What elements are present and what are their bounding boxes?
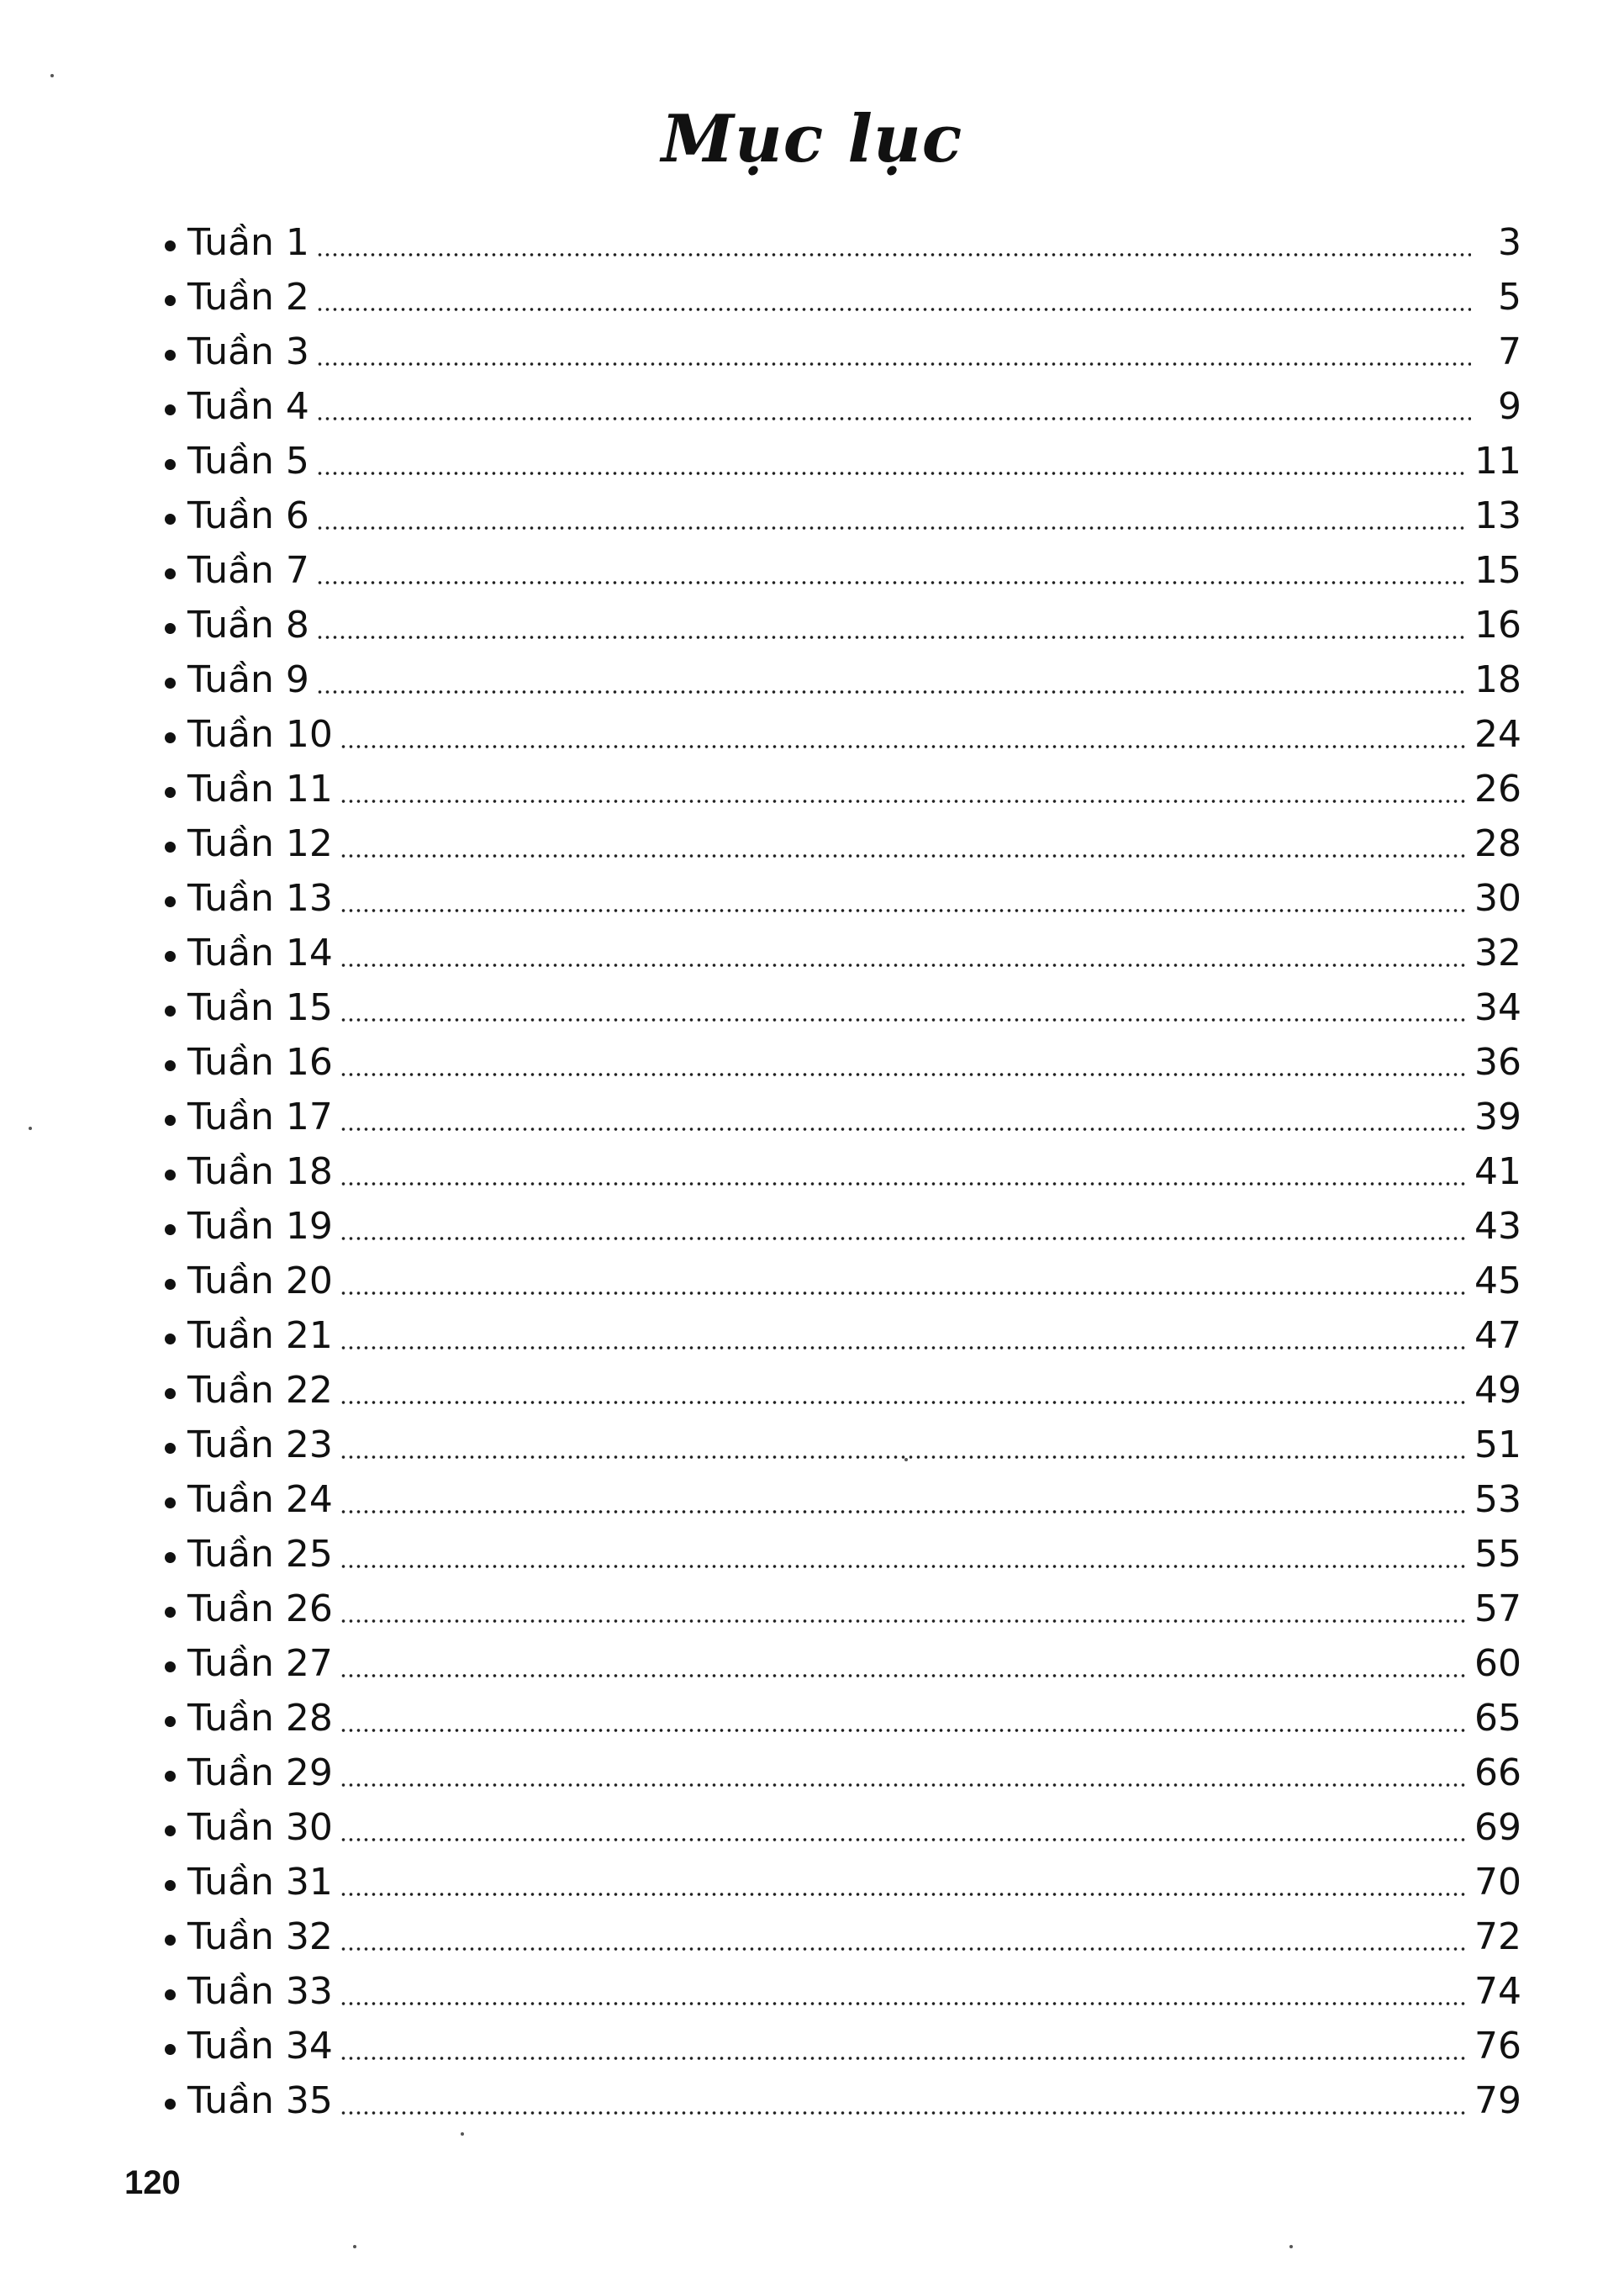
toc-entry [160, 540, 1521, 594]
toc-entry [160, 212, 1521, 267]
toc-entry [160, 813, 1521, 868]
toc-entry-page: 43 [1474, 1205, 1521, 1248]
toc-entry-page: 66 [1474, 1751, 1521, 1794]
dot-leader [340, 1073, 1468, 1076]
toc-entry-label: Tuần 2 [187, 276, 309, 319]
toc-entry-label: Tuần 23 [187, 1423, 333, 1466]
toc-entry-label: Tuần 7 [187, 549, 309, 592]
dot-leader [316, 472, 1468, 475]
toc-entry [160, 2015, 1521, 2070]
toc-entry-page: 69 [1474, 1806, 1521, 1849]
dot-leader [340, 1729, 1468, 1732]
dot-leader [340, 1237, 1468, 1240]
toc-entry-label: Tuần 28 [187, 1697, 333, 1740]
toc-entry-label: Tuần 21 [187, 1314, 333, 1357]
toc-entry-label: Tuần 10 [187, 713, 333, 756]
toc-entry-page: 30 [1474, 877, 1521, 920]
dot-leader [316, 308, 1471, 311]
toc-entry-label: Tuần 12 [187, 822, 333, 865]
bullet-icon [165, 514, 176, 525]
toc-entry-page: 53 [1474, 1478, 1521, 1521]
toc-entry-label: Tuần 20 [187, 1260, 333, 1302]
toc-entry [160, 594, 1521, 649]
toc-entry [160, 977, 1521, 1032]
toc-entry-label: Tuần 31 [187, 1861, 333, 1904]
toc-entry-page: 16 [1474, 604, 1521, 647]
dot-leader [340, 1893, 1468, 1896]
dot-leader [340, 1401, 1468, 1404]
toc-entry [160, 430, 1521, 485]
dot-leader [340, 854, 1468, 858]
toc-entry [160, 1414, 1521, 1469]
bullet-icon [165, 459, 176, 470]
bullet-icon [165, 240, 176, 251]
bullet-icon [165, 295, 176, 306]
toc-entry [160, 1469, 1521, 1524]
toc-entry [160, 704, 1521, 758]
toc-entry [160, 1742, 1521, 1797]
toc-entry-label: Tuần 3 [187, 330, 309, 373]
toc-entry-page: 18 [1474, 658, 1521, 701]
toc-entry-label: Tuần 4 [187, 385, 309, 428]
dot-leader [316, 581, 1468, 584]
toc-entry [160, 1524, 1521, 1578]
dot-leader [340, 1565, 1468, 1568]
scan-speck [1289, 2245, 1293, 2248]
toc-entry [160, 1086, 1521, 1141]
bullet-icon [165, 1661, 176, 1672]
toc-entry [160, 1032, 1521, 1086]
toc-entry [160, 1196, 1521, 1250]
dot-leader [340, 2002, 1468, 2005]
toc-entry-page: 57 [1474, 1587, 1521, 1630]
toc-entry-label: Tuần 14 [187, 932, 333, 974]
toc-entry [160, 1360, 1521, 1414]
dot-leader [340, 1838, 1468, 1841]
bullet-icon [165, 678, 176, 689]
toc-entry-label: Tuần 11 [187, 768, 333, 811]
bullet-icon [165, 1497, 176, 1508]
toc-entry-page: 45 [1474, 1260, 1521, 1302]
bullet-icon [165, 1334, 176, 1344]
bullet-icon [165, 732, 176, 743]
page-title: Mục lục [661, 101, 963, 177]
dot-leader [340, 1619, 1468, 1623]
toc-entry [160, 758, 1521, 813]
toc-entry-page: 5 [1498, 276, 1521, 319]
scan-speck [29, 1127, 32, 1130]
dot-leader [316, 362, 1471, 366]
toc-entry [160, 2070, 1521, 2125]
toc-entry-label: Tuần 24 [187, 1478, 333, 1521]
bullet-icon [165, 896, 176, 907]
toc-entry [160, 649, 1521, 704]
bullet-icon [165, 2044, 176, 2055]
bullet-icon [165, 787, 176, 798]
toc-entry-label: Tuần 32 [187, 1915, 333, 1958]
toc-entry-page: 32 [1474, 932, 1521, 974]
bullet-icon [165, 404, 176, 415]
toc-entry-page: 55 [1474, 1533, 1521, 1576]
dot-leader [340, 1783, 1468, 1787]
dot-leader [340, 1128, 1468, 1131]
dot-leader [340, 1346, 1468, 1349]
toc-entry-page: 34 [1474, 986, 1521, 1029]
toc-entry [160, 1851, 1521, 1906]
toc-entry-page: 49 [1474, 1369, 1521, 1412]
bullet-icon [165, 842, 176, 853]
dot-leader [340, 964, 1468, 967]
toc-entry [160, 485, 1521, 540]
toc-entry-label: Tuần 6 [187, 494, 309, 537]
bullet-icon [165, 1388, 176, 1399]
toc-entry-label: Tuần 18 [187, 1150, 333, 1193]
toc-entry-label: Tuần 15 [187, 986, 333, 1029]
dot-leader [316, 636, 1468, 639]
toc-entry-label: Tuần 35 [187, 2079, 333, 2122]
toc-entry [160, 1578, 1521, 1633]
toc-entry-page: 26 [1474, 768, 1521, 811]
dot-leader [316, 417, 1471, 420]
dot-leader [340, 1018, 1468, 1022]
toc-entry [160, 1906, 1521, 1961]
toc-entry-label: Tuần 1 [187, 221, 309, 264]
dot-leader [340, 2057, 1468, 2060]
dot-leader [316, 690, 1468, 694]
bullet-icon [165, 1060, 176, 1071]
toc-entry [160, 922, 1521, 977]
dot-leader [340, 1455, 1468, 1459]
toc-entry-label: Tuần 19 [187, 1205, 333, 1248]
bullet-icon [165, 623, 176, 634]
toc-entry-page: 60 [1474, 1642, 1521, 1685]
bullet-icon [165, 1935, 176, 1946]
toc-entry-page: 24 [1474, 713, 1521, 756]
toc-entry-page: 11 [1474, 440, 1521, 483]
toc-entry [160, 321, 1521, 376]
dot-leader [340, 745, 1468, 748]
toc-entry-label: Tuần 29 [187, 1751, 333, 1794]
toc-entry-page: 7 [1498, 330, 1521, 373]
toc-entry-label: Tuần 22 [187, 1369, 333, 1412]
bullet-icon [165, 1989, 176, 2000]
toc-entry [160, 868, 1521, 922]
scan-speck [353, 2245, 356, 2248]
page-number: 120 [124, 2164, 181, 2201]
toc-entry-page: 65 [1474, 1697, 1521, 1740]
toc-entry [160, 1688, 1521, 1742]
bullet-icon [165, 1552, 176, 1563]
toc-entry-label: Tuần 26 [187, 1587, 333, 1630]
bullet-icon [165, 1443, 176, 1454]
bullet-icon [165, 2099, 176, 2110]
toc-entry-label: Tuần 13 [187, 877, 333, 920]
toc-entry-page: 70 [1474, 1861, 1521, 1904]
bullet-icon [165, 1224, 176, 1235]
toc-entry-page: 13 [1474, 494, 1521, 537]
scan-speck [461, 2132, 464, 2136]
bullet-icon [165, 1279, 176, 1290]
toc-entry [160, 267, 1521, 321]
scan-speck [904, 1458, 908, 1461]
toc-entry-page: 47 [1474, 1314, 1521, 1357]
dot-leader [340, 2111, 1468, 2115]
toc-entry-label: Tuần 8 [187, 604, 309, 647]
table-of-contents [160, 212, 1521, 2125]
scan-speck [50, 74, 54, 77]
dot-leader [340, 1510, 1468, 1513]
toc-entry-page: 3 [1498, 221, 1521, 264]
bullet-icon [165, 1771, 176, 1782]
bullet-icon [165, 350, 176, 361]
dot-leader [316, 526, 1468, 530]
dot-leader [340, 1947, 1468, 1951]
toc-entry-page: 28 [1474, 822, 1521, 865]
toc-entry-page: 36 [1474, 1041, 1521, 1084]
toc-entry [160, 1305, 1521, 1360]
toc-entry-label: Tuần 30 [187, 1806, 333, 1849]
toc-entry-label: Tuần 25 [187, 1533, 333, 1576]
bullet-icon [165, 951, 176, 962]
dot-leader [340, 1182, 1468, 1186]
bullet-icon [165, 1006, 176, 1017]
toc-entry-page: 15 [1474, 549, 1521, 592]
toc-entry-page: 72 [1474, 1915, 1521, 1958]
toc-entry [160, 1797, 1521, 1851]
toc-entry-label: Tuần 9 [187, 658, 309, 701]
toc-entry-page: 51 [1474, 1423, 1521, 1466]
dot-leader [340, 800, 1468, 803]
toc-entry [160, 1961, 1521, 2015]
toc-entry-page: 74 [1474, 1970, 1521, 2013]
toc-entry-label: Tuần 16 [187, 1041, 333, 1084]
bullet-icon [165, 1825, 176, 1836]
dot-leader [340, 1674, 1468, 1677]
dot-leader [316, 253, 1471, 256]
toc-entry [160, 1141, 1521, 1196]
toc-entry-page: 79 [1474, 2079, 1521, 2122]
toc-entry-page: 9 [1498, 385, 1521, 428]
toc-entry-page: 41 [1474, 1150, 1521, 1193]
bullet-icon [165, 1607, 176, 1618]
bullet-icon [165, 1880, 176, 1891]
dot-leader [340, 1291, 1468, 1295]
toc-entry-page: 76 [1474, 2025, 1521, 2068]
toc-entry [160, 376, 1521, 430]
bullet-icon [165, 568, 176, 579]
toc-entry [160, 1250, 1521, 1305]
bullet-icon [165, 1115, 176, 1126]
toc-entry-label: Tuần 33 [187, 1970, 333, 2013]
toc-entry-page: 39 [1474, 1096, 1521, 1138]
toc-entry [160, 1633, 1521, 1688]
toc-entry-label: Tuần 17 [187, 1096, 333, 1138]
toc-entry-label: Tuần 34 [187, 2025, 333, 2068]
bullet-icon [165, 1716, 176, 1727]
dot-leader [340, 909, 1468, 912]
bullet-icon [165, 1170, 176, 1180]
toc-entry-label: Tuần 5 [187, 440, 309, 483]
toc-entry-label: Tuần 27 [187, 1642, 333, 1685]
